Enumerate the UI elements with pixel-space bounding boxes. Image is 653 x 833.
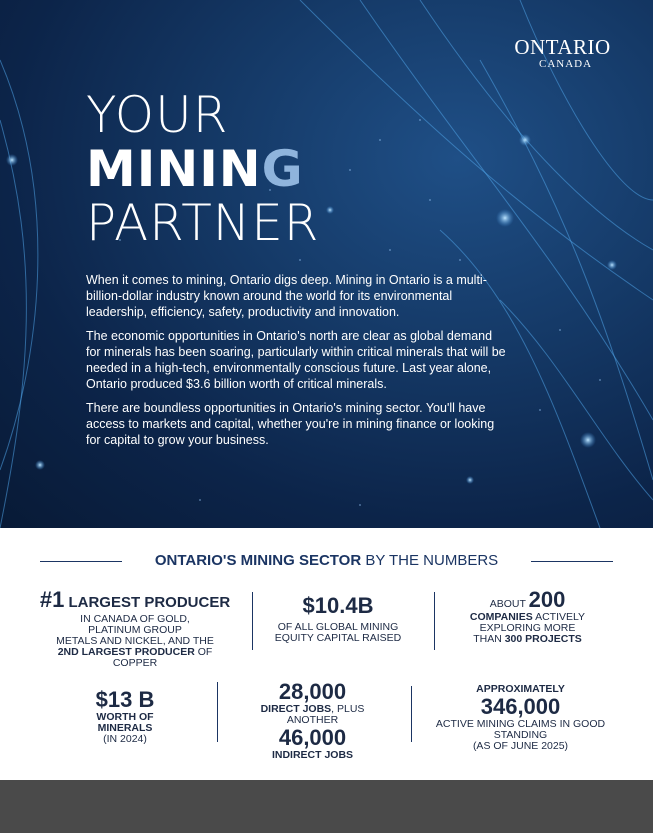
stat-5-line-1: , PLUS [331,703,365,715]
stat-1-bold: 2ND LARGEST PRODUCER [57,646,195,658]
stat-1-line-1: IN CANADA OF GOLD, [80,613,190,625]
logo-wordmark: ONTARIO [514,35,611,59]
stat-1-line-5: COPPER [112,657,158,669]
intro-paragraph-3: There are boundless opportunities in Ontario's mining sector. You'll have access to markets and capital, whether you're in mining finance or looking for capital to grow your business. [86,401,495,447]
logo-subtitle: CANADA [539,58,593,70]
section-title-rest: BY THE NUMBERS [361,552,499,569]
headline-line-2-accent: G [261,140,304,198]
stat-jobs [230,680,395,761]
stat-6-line-1: ACTIVE MINING CLAIMS IN GOOD [435,718,606,730]
stat-5-line-2: ANOTHER [286,714,339,726]
intro-paragraph-2: The economic opportunities in Ontario's north are clear as global demand for minerals has been soaring, particularly within critical minerals that will be needed in a high-tech, environmentally conscious future. Last year alone, Ontario produced $3.6 billion worth of critical minerals. [86,329,506,391]
divider [434,592,435,650]
stat-2-line-2: EQUITY CAPITAL RAISED [274,632,402,644]
stat-5-bold-1: DIRECT JOBS [260,703,332,715]
stats-section [0,528,653,780]
stat-mining-claims [418,684,623,752]
section-title-bold: ONTARIO'S MINING SECTOR [154,552,362,569]
headline-line-1: YOUR [86,86,229,144]
footer-band [0,780,653,833]
stat-6-line-2: STANDING [493,729,548,741]
title-rule-right [531,561,613,562]
stat-1-big: #1 [39,587,65,612]
page-headline [86,88,320,250]
stat-1-line-4: OF [194,646,213,658]
stat-3-bold-2: 300 PROJECTS [504,633,582,645]
stat-3-bold-1: COMPANIES [469,611,533,623]
headline-line-2 [86,142,320,196]
stat-3-pre: ABOUT [489,598,529,610]
stat-3-big: 200 [528,587,566,612]
headline-line-2-main: MININ [86,140,262,198]
stat-5-big-1: 28,000 [278,679,347,704]
headline-line-3: PARTNER [86,194,320,252]
divider [411,686,412,742]
stat-largest-producer [20,588,250,669]
stat-6-line-3: (AS OF JUNE 2025) [472,740,569,752]
stat-equity-capital [258,594,418,644]
stat-6-bold-1: APPROXIMATELY [476,683,565,695]
stat-1-line-2: PLATINUM GROUP [88,624,182,636]
stat-4-bold-1: WORTH OF [96,711,154,723]
divider [217,682,218,742]
stat-2-line-1: OF ALL GLOBAL MINING [277,621,399,633]
intro-text [86,272,506,456]
stat-2-big: $10.4B [302,593,374,618]
stat-4-line-1: (IN 2024) [103,733,147,745]
stat-3-line-2: EXPLORING MORE [479,622,576,634]
stat-5-big-2: 46,000 [278,725,347,750]
stat-4-big: $13 B [95,687,155,712]
stat-4-bold-2: MINERALS [97,722,153,734]
stat-5-bold-2: INDIRECT JOBS [271,749,354,761]
stat-6-big: 346,000 [480,694,561,719]
stat-1-line-3: METALS AND NICKEL, AND THE [56,635,214,647]
ontario-canada-logo[interactable] [505,36,620,70]
stat-minerals-worth [50,688,200,745]
stat-1-head: LARGEST PRODUCER [64,594,231,611]
divider [252,592,253,650]
stat-3-line-1: ACTIVELY [532,611,586,623]
stat-3-line-3: THAN [473,633,505,645]
stat-exploring-companies [440,588,615,645]
intro-paragraph-1: When it comes to mining, Ontario digs deep. Mining in Ontario is a multi-billion-dollar industry known around the world for its environmental leadership, efficiency, safety, productivity and innovation. [86,273,487,319]
